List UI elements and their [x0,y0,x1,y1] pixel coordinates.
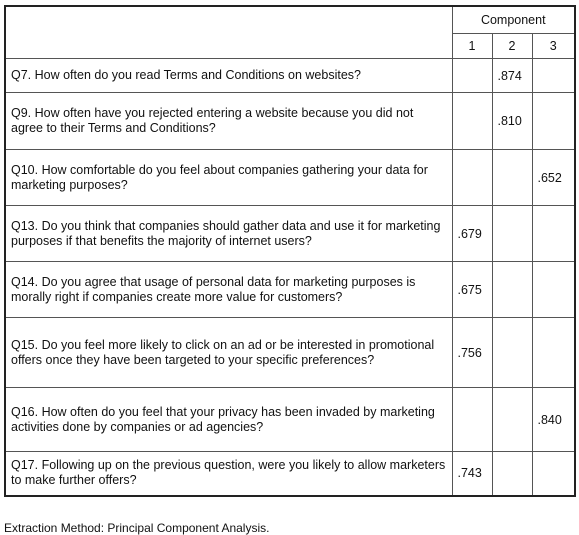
table-row [5,318,575,388]
loading-cell [492,388,532,452]
table-row [5,262,575,318]
table-row [5,93,575,150]
table-row [5,388,575,452]
component-matrix-table [4,5,576,497]
loading-cell [532,59,575,93]
table-row [5,150,575,206]
table-row [5,452,575,496]
question-label: Q7. How often do you read Terms and Conditions on websites? [5,59,452,93]
loading-cell: .810 [492,93,532,150]
loading-cell: .675 [452,262,492,318]
component-3-header: 3 [532,34,575,59]
component-2-header: 2 [492,34,532,59]
question-label: Q10. How comfortable do you feel about companies gathering your data for marketing purposes? [5,150,452,206]
loading-cell [532,206,575,262]
loading-cell: .840 [532,388,575,452]
loading-cell: .756 [452,318,492,388]
loading-cell [532,452,575,496]
loading-cell [532,262,575,318]
table-row [5,206,575,262]
question-label: Q9. How often have you rejected entering a website because you did not agree to their Terms and Conditions? [5,93,452,150]
loading-cell [492,452,532,496]
loading-cell [532,93,575,150]
loading-cell [452,93,492,150]
loading-cell [452,150,492,206]
question-label: Q14. Do you agree that usage of personal data for marketing purposes is morally right if companies create more value for customers? [5,262,452,318]
loading-cell: .743 [452,452,492,496]
loading-cell: .874 [492,59,532,93]
item-header-cell [5,6,452,59]
loading-cell [492,206,532,262]
loading-cell [492,262,532,318]
extraction-method-footnote: Extraction Method: Principal Component Analysis. [4,521,270,535]
loading-cell [492,318,532,388]
loading-cell [492,150,532,206]
question-label: Q16. How often do you feel that your privacy has been invaded by marketing activities done by companies or ad agencies? [5,388,452,452]
question-label: Q13. Do you think that companies should gather data and use it for marketing purposes if that benefits the majority of internet users? [5,206,452,262]
loading-cell [452,59,492,93]
component-header: Component [452,6,575,34]
question-label: Q17. Following up on the previous question, were you likely to allow marketers to make further offers? [5,452,452,496]
loading-cell [452,388,492,452]
question-label: Q15. Do you feel more likely to click on an ad or be interested in promotional offers once they have been targeted to your specific preferences? [5,318,452,388]
loading-cell: .679 [452,206,492,262]
component-1-header: 1 [452,34,492,59]
table-row [5,59,575,93]
loading-cell: .652 [532,150,575,206]
loading-cell [532,318,575,388]
